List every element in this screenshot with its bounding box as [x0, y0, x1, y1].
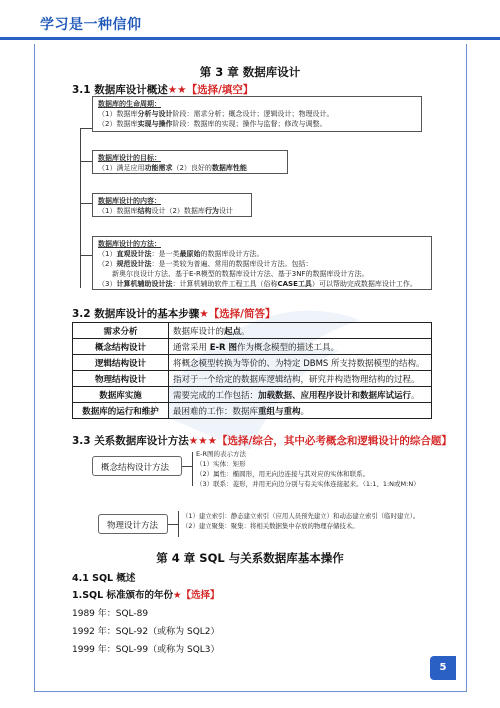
mindmap-box-lifecycle: 数据库的生命周期： （1）数据库分析与设计阶段：需求分析；概念设计；逻辑设计；物理设计。 （2）数据库实现与操作阶段：数据库的实现；操作与监督；修改与调整。 — [92, 96, 422, 132]
db-connector — [182, 466, 192, 467]
table-row: 数据库的运行和维护 最困难的工作：数据库重组与重构。 — [73, 403, 432, 419]
table-row: 需求分析 数据库设计的起点。 — [73, 323, 432, 339]
mindmap-spine — [80, 128, 81, 288]
mindmap-connector — [80, 161, 92, 162]
mindmap-connector — [80, 255, 92, 256]
stars-icon: ★★★ — [188, 435, 218, 447]
chapter3-title: 第 3 章 数据库设计 — [199, 65, 301, 79]
sql-years-title: 1.SQL 标准颁布的年份★【选择】 — [72, 590, 220, 601]
mindmap-connector — [80, 128, 92, 129]
star-icon: ★ — [173, 590, 182, 601]
mindmap-connector — [80, 203, 92, 204]
mindmap-box-methods: 数据库设计的方法： （1）直观设计法：是一类最原始的数据库设计方法。 （2）规范设计法：是一类较为普遍、常用的数据库设计方法。包括： 新奥尔良设计方法、基于E-R模型的数据库设计方法、基于3NF的数据库设计方法。 （3）计算机辅助设计法：计算机辅助软件工程工具（俗称CASE工具）可以帮助完成数据库设计工作。 — [92, 236, 432, 290]
db-bracket — [192, 452, 193, 486]
section-3-3-title: 3.3 关系数据库设计方法★★★【选择/综合，其中必考概念和逻辑设计的综合题】 — [72, 435, 452, 447]
db-connector — [168, 524, 178, 525]
list-item: 1989 年：SQL-89 — [72, 609, 149, 619]
star-icon: ★ — [199, 308, 209, 320]
physical-design-text: （1）建立索引：静态建立索引（应用人员预先建立）和动态建立索引（临时建立）。 （2）建立聚集：聚集：将相关数据集中存放的物理存储技术。 — [182, 512, 420, 530]
mindmap-box-content: 数据库设计的内容： （1）数据库结构设计（2）数据库行为设计 — [92, 193, 252, 217]
concept-design-node: 概念结构设计方法 — [92, 456, 182, 476]
er-notation-text: E-R图的表示方法 （1）实体：矩形 （2）属性：椭圆形，用无向边连接与其对应的实体和联系。 （3）联系：菱形，并用无向边分别与有关实体连接起来。（1:1、1:N或M:N） — [196, 450, 420, 488]
section-3-1-title: 3.1 数据库设计概述★★【选择/填空】 — [72, 84, 254, 96]
section-3-2-title: 3.2 数据库设计的基本步骤★【选择/简答】 — [72, 308, 276, 320]
chapter4-title: 第 4 章 SQL 与关系数据库基本操作 — [156, 551, 344, 565]
physical-design-node: 物理设计方法 — [98, 514, 168, 534]
db-bracket — [178, 511, 179, 537]
table-row: 数据库实施 需要完成的工作包括：加载数据、应用程序设计和数据库试运行。 — [73, 387, 432, 403]
list-item: 1992 年：SQL-92（或称为 SQL2） — [72, 627, 220, 637]
mindmap-box-goals: 数据库设计的目标： （1）满足应用功能需求（2）良好的数据库性能 — [92, 150, 288, 174]
section-4-1-title: 4.1 SQL 概述 — [72, 573, 136, 584]
page-number: 5 — [430, 656, 456, 680]
list-item: 1999 年：SQL-99（或称为 SQL3） — [72, 645, 220, 655]
header-divider — [0, 37, 500, 40]
table-row: 逻辑结构设计 将概念模型转换为等价的、为特定 DBMS 所支持数据模型的结构。 — [73, 355, 432, 371]
header-title: 学习是一种信仰 — [40, 17, 142, 33]
table-row: 概念结构设计 通常采用 E-R 图作为概念模型的描述工具。 — [73, 339, 432, 355]
design-steps-table — [72, 322, 432, 419]
stars-icon: ★★ — [167, 84, 187, 96]
table-row: 物理结构设计 指对于一个给定的数据库逻辑结构，研究并构造物理结构的过程。 — [73, 371, 432, 387]
